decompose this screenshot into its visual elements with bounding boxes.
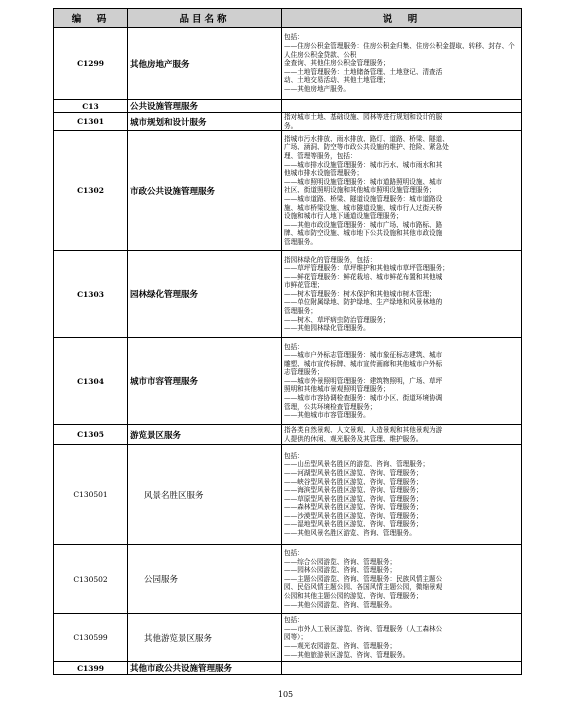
description-line: 雕塑、城市宣传标牌、城市宣传画廊和其他城市户外标 (284, 359, 443, 368)
row-description (282, 662, 522, 675)
description-line: ——城市外景照明管理服务：建筑物照明，广场、草坪 (284, 376, 443, 385)
row-description (282, 425, 522, 445)
table-row (54, 100, 522, 113)
description-line: ——森林型风景名胜区游览、咨询、管理服务； (284, 503, 423, 512)
description-line: ——湿地型风景名胜区游览、咨询、管理服务； (284, 520, 423, 529)
table-row (54, 251, 522, 338)
description-line: 园等）； (284, 633, 308, 642)
description-line: 管理服务； (284, 307, 317, 316)
row-code: C1302 (54, 131, 128, 251)
description-line: 金查询、其他住房公积金管理服务； (284, 59, 390, 68)
row-name: 其他市政公共设施管理服务 (128, 662, 282, 675)
description-line: ——山岳型风景名胜区的游览、咨询、管理服务； (284, 460, 430, 469)
description-line: ——树木、草坪病虫防治管理服务； (284, 315, 390, 324)
description-line: 包括： (284, 616, 304, 625)
description-line: 广场、涵洞、防空等市政公共设施的维护、抢险、紧急处 (284, 143, 449, 152)
table-row (54, 545, 522, 614)
header-description: 说 明 (282, 9, 522, 28)
description-line: ——河湖型风景名胜区游览、咨询、管理服务； (284, 468, 423, 477)
description-line: ——其他风景名胜区游览、咨询、管理服务。 (284, 529, 416, 538)
description-line: 设施和城市行人地下通道设施管理服务； (284, 212, 403, 221)
catalog-table (53, 8, 522, 675)
row-name: 市政公共设施管理服务 (128, 131, 282, 251)
description-line: 公园和其他主题公园的游览、咨询、管理服务； (284, 592, 423, 601)
page-number: 105 (277, 690, 294, 699)
header-name: 品目名称 (128, 9, 282, 28)
description-line: ——单位附属绿地、防护绿地、生产绿地和风景林地的 (284, 298, 443, 307)
description-line: 管理服务。 (284, 237, 317, 246)
row-description (282, 113, 522, 131)
description-line: ——城市道路、桥梁、隧道设施管理服务：城市道路设 (284, 194, 443, 203)
description-line: 园、民俗风情主题公园、各国风情主题公园，微缩景观 (284, 583, 443, 592)
row-description (282, 131, 522, 251)
row-description (282, 251, 522, 338)
description-line: 志管理服务； (284, 368, 324, 377)
description-line: 牌、城市防空设施、城市地下公共设施和其他市政设施 (284, 229, 443, 238)
description-line: 管理，公共环境检查管理服务； (284, 402, 377, 411)
description-line: 指对城市土地、基础设施、园林等进行规划和设计的服 (284, 113, 443, 121)
description-line: 他城市排水设施管理服务； (284, 169, 364, 178)
description-line: 指园林绿化的管理服务，包括： (284, 255, 377, 264)
row-code: C130502 (54, 545, 128, 614)
description-line: ——园林公园游览、咨询、管理服务； (284, 566, 397, 575)
description-line: ——住房公积金管理服务：住房公积金归集、住房公积金提取、转移、封存、个人住房公积金贷款、公积 (284, 42, 515, 59)
description-line: 包括： (284, 549, 304, 558)
table-row (54, 445, 522, 545)
description-line: ——峡谷型风景名胜区游览、咨询、管理服务； (284, 477, 423, 486)
description-line: ——草原型风景名胜区游览、咨询、管理服务； (284, 494, 423, 503)
row-code: C1399 (54, 662, 128, 675)
description-line: 照明和其他城市景观照明管理服务； (284, 385, 390, 394)
row-name: 公园服务 (128, 545, 282, 614)
table-row (54, 614, 522, 662)
description-line: ——城市排水设施管理服务：城市污水、城市雨水和其 (284, 160, 443, 169)
row-name: 其他房地产服务 (128, 28, 282, 100)
row-code: C1303 (54, 251, 128, 338)
row-description (282, 614, 522, 662)
row-name: 其他游览景区服务 (128, 614, 282, 662)
description-line: ——其他市政设施管理服务：城市广场、城市路标、路 (284, 220, 443, 229)
description-line: 动、土地交易活动、其他土地管理； (284, 76, 390, 85)
table-row (54, 131, 522, 251)
description-line: ——主题公园游览、咨询、管理服务：民族风情主题公 (284, 574, 443, 583)
description-line: 指城市污水排放、雨水排放、路灯、道路、桥梁、隧道、 (284, 134, 449, 143)
row-code: C1305 (54, 425, 128, 445)
row-description (282, 28, 522, 100)
table-row (54, 425, 522, 445)
description-line: 理、管理等服务，包括： (284, 152, 357, 161)
row-name: 园林绿化管理服务 (128, 251, 282, 338)
table-row (54, 28, 522, 100)
row-code: C1304 (54, 338, 128, 425)
description-line: 人提供的休闲、观光服务及其管理、维护服务。 (284, 434, 423, 443)
table-row (54, 662, 522, 675)
row-description (282, 338, 522, 425)
description-line: ——城市照明设施管理服务：城市道路照明设施、城市 (284, 177, 443, 186)
description-line: 包括： (284, 33, 304, 42)
description-line: 施、城市桥梁设施、城市隧道设施、城市行人过街天桥 (284, 203, 443, 212)
description-line: 市鲜花管理； (284, 281, 324, 290)
table-row (54, 113, 522, 131)
description-line: ——城市市容协调检查服务：城市小区、街道环境协调 (284, 394, 443, 403)
description-line: ——其他公园游览、咨询、管理服务。 (284, 600, 397, 609)
table-header-row (54, 9, 522, 28)
description-line: 社区、街道照明设施和其他城市照明设施管理服务； (284, 186, 436, 195)
description-line: 务。 (284, 121, 298, 130)
row-description (282, 445, 522, 545)
description-line: ——城市户外标志管理服务：城市象征标志建筑、城市 (284, 351, 443, 360)
header-code: 编 码 (54, 9, 128, 28)
description-line: ——其他城市市容管理服务。 (284, 411, 370, 420)
description-line: ——鲜花管理服务：鲜花栽培、城市鲜花布置和其他城 (284, 272, 443, 281)
description-line: 包括： (284, 451, 304, 460)
description-line: 指各类自然景观、人文景观、人造景观和其他景观为游 (284, 426, 443, 435)
description-line: ——其他园林绿化管理服务。 (284, 324, 370, 333)
description-line: ——沙漠型风景名胜区游览、咨询、管理服务； (284, 511, 423, 520)
row-code: C13 (54, 100, 128, 113)
description-line: ——其他旅游景区游览、咨询、管理服务。 (284, 650, 410, 659)
row-code: C130599 (54, 614, 128, 662)
description-line: ——综合公园游览、咨询、管理服务； (284, 557, 397, 566)
description-line: ——观光农园游览、咨询、管理服务； (284, 641, 397, 650)
row-description (282, 100, 522, 113)
row-name: 公共设施管理服务 (128, 100, 282, 113)
row-name: 城市市容管理服务 (128, 338, 282, 425)
description-line: ——其他房地产服务。 (284, 84, 350, 93)
description-line: ——市外人工景区游览、咨询、管理服务（人工森林公 (284, 624, 443, 633)
row-code: C1301 (54, 113, 128, 131)
description-line: ——海滨型风景名胜区游览、咨询、管理服务； (284, 486, 423, 495)
row-code: C1299 (54, 28, 128, 100)
row-description (282, 545, 522, 614)
row-name: 游览景区服务 (128, 425, 282, 445)
table-row (54, 338, 522, 425)
description-line: ——树木管理服务：树木保护和其他城市树木管理； (284, 289, 436, 298)
row-code: C130501 (54, 445, 128, 545)
description-line: 包括： (284, 342, 304, 351)
description-line: ——土地管理服务：土地储备管理、土地登记、清查活 (284, 67, 443, 76)
row-name: 风景名胜区服务 (128, 445, 282, 545)
row-name: 城市规划和设计服务 (128, 113, 282, 131)
description-line: ——草坪管理服务：草坪维护和其他城市草坪管理服务； (284, 264, 449, 273)
